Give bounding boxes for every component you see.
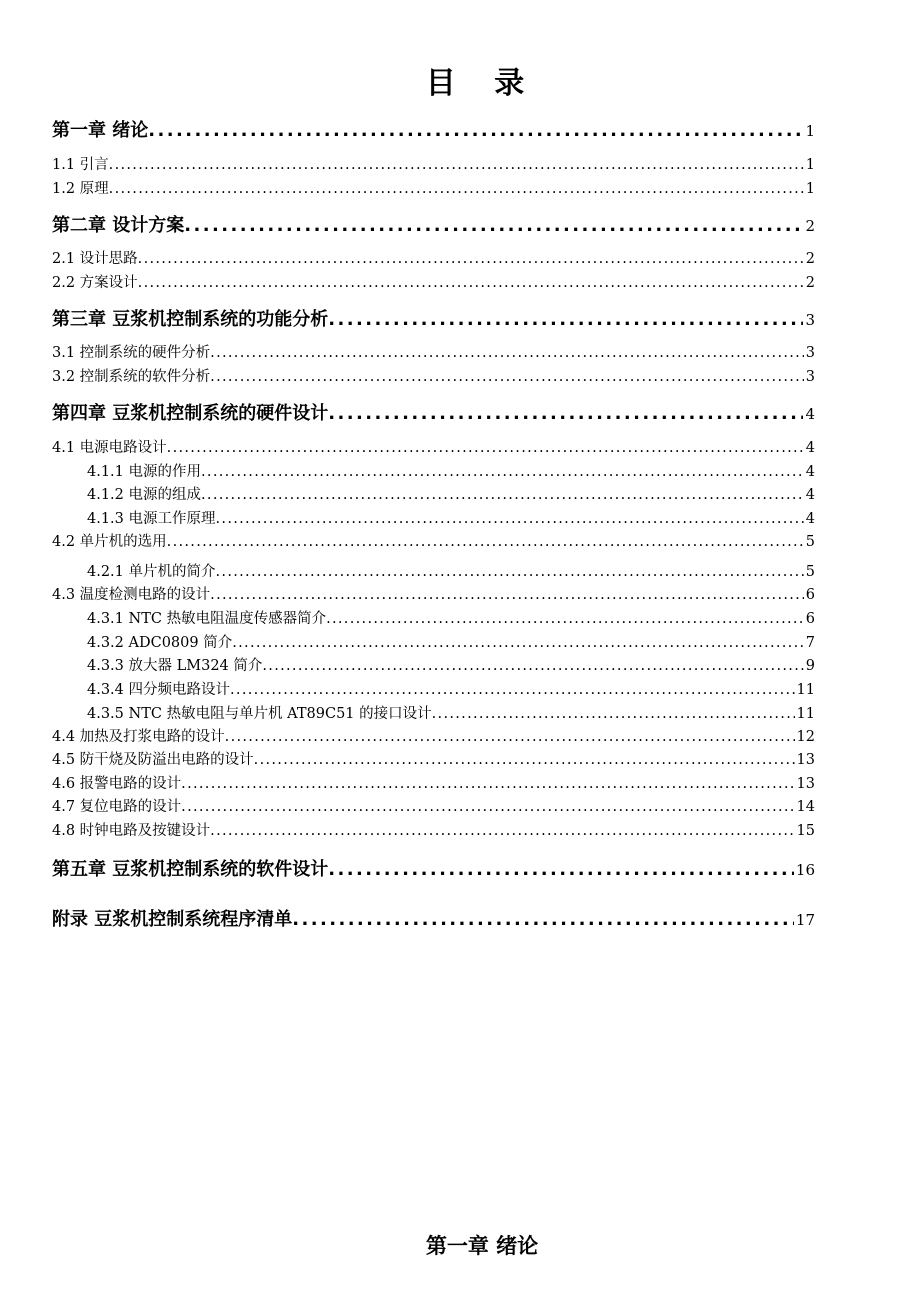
toc-entry-page: 3 (805, 369, 815, 385)
toc-entry-label: 4.2 单片机的选用 (52, 534, 167, 550)
toc-entry-page: 5 (805, 564, 815, 580)
toc-entry[interactable] (52, 855, 815, 881)
toc-leader-dots (328, 403, 803, 424)
toc-entry-page: 4 (805, 405, 815, 423)
toc-entry-page: 7 (805, 635, 815, 651)
toc-entry[interactable] (52, 399, 815, 425)
toc-entry-page: 16 (795, 861, 815, 879)
toc-leader-dots (210, 587, 804, 603)
toc-entry-page: 2 (805, 217, 815, 235)
toc-leader-dots (148, 120, 803, 141)
toc-leader-dots (167, 440, 804, 456)
toc-leader-dots (216, 564, 804, 580)
toc-leader-dots (138, 251, 804, 267)
toc-entry-label: 4.6 报警电路的设计 (52, 776, 182, 792)
toc-entry-label: 第四章 豆浆机控制系统的硬件设计 (52, 403, 329, 424)
toc-leader-dots (109, 181, 804, 197)
toc-entry-page: 4 (805, 464, 815, 480)
toc-entry-page: 17 (795, 911, 815, 929)
toc-entry[interactable] (87, 631, 815, 652)
toc-leader-dots (210, 369, 804, 385)
toc-leader-dots (232, 635, 804, 651)
toc-entry-label: 4.1.1 电源的作用 (87, 464, 202, 480)
toc-entry[interactable] (87, 483, 815, 504)
toc-entry-label: 第二章 设计方案 (52, 215, 185, 236)
toc-entry-label: 4.3.1 NTC 热敏电阻温度传感器简介 (87, 611, 327, 627)
toc-entry[interactable] (52, 748, 815, 769)
toc-entry-label: 4.3.3 放大器 LM324 简介 (87, 658, 263, 674)
toc-entry[interactable] (52, 116, 815, 142)
toc-entry-label: 4.3.4 四分频电路设计 (87, 682, 231, 698)
toc-entry-page: 15 (796, 823, 815, 839)
toc-entry-label: 4.8 时钟电路及按键设计 (52, 823, 211, 839)
toc-entry[interactable] (52, 177, 815, 198)
toc-entry-page: 9 (805, 658, 815, 674)
toc-leader-dots (230, 682, 795, 698)
toc-leader-dots (138, 275, 804, 291)
toc-entry[interactable] (87, 678, 815, 699)
toc-entry-label: 第五章 豆浆机控制系统的软件设计 (52, 859, 329, 880)
toc-entry-label: 3.2 控制系统的软件分析 (52, 369, 211, 385)
toc-leader-dots (262, 658, 803, 674)
toc-leader-dots (432, 706, 795, 722)
toc-entry-label: 4.2.1 单片机的简介 (87, 564, 216, 580)
toc-leader-dots (254, 752, 795, 768)
toc-entry[interactable] (87, 607, 815, 628)
toc-leader-dots (181, 776, 794, 792)
toc-leader-dots (109, 157, 804, 173)
toc-entry[interactable] (87, 702, 815, 723)
toc-leader-dots (201, 464, 804, 480)
toc-entry-page: 4 (805, 440, 815, 456)
toc-entry-page: 4 (805, 487, 815, 503)
toc-entry-label: 1.2 原理 (52, 181, 109, 197)
toc-entry[interactable] (52, 247, 815, 268)
toc-leader-dots (216, 511, 804, 527)
toc-entry-page: 1 (805, 181, 815, 197)
toc-leader-dots (328, 859, 794, 880)
toc-leader-dots (210, 345, 804, 361)
toc-entry[interactable] (52, 365, 815, 386)
toc-entry-page: 12 (796, 729, 815, 745)
toc-entry-page: 2 (805, 251, 815, 267)
toc-entry-label: 2.1 设计思路 (52, 251, 138, 267)
toc-entry-label: 4.3.2 ADC0809 简介 (87, 635, 233, 651)
toc-entry-page: 11 (796, 682, 815, 698)
toc-entry-label: 4.1.3 电源工作原理 (87, 511, 216, 527)
toc-entry[interactable] (87, 560, 815, 581)
toc-leader-dots (292, 909, 794, 930)
toc-entry-page: 4 (805, 511, 815, 527)
toc-entry-label: 4.1.2 电源的组成 (87, 487, 202, 503)
toc-entry-label: 1.1 引言 (52, 157, 109, 173)
toc-entry[interactable] (52, 530, 815, 551)
toc-entry-label: 4.3 温度检测电路的设计 (52, 587, 211, 603)
toc-entry-page: 13 (796, 776, 815, 792)
toc-title: 目 录 (425, 66, 539, 101)
toc-entry-label: 附录 豆浆机控制系统程序清单 (52, 909, 293, 930)
toc-entry-page: 2 (805, 275, 815, 291)
toc-entry[interactable] (52, 795, 815, 816)
toc-entry[interactable] (52, 271, 815, 292)
toc-leader-dots (167, 534, 804, 550)
toc-entry-page: 3 (805, 311, 815, 329)
toc-entry-page: 14 (796, 799, 815, 815)
toc-leader-dots (328, 309, 803, 330)
toc-entry[interactable] (52, 583, 815, 604)
toc-leader-dots (210, 823, 794, 839)
toc-leader-dots (225, 729, 795, 745)
toc-entry[interactable] (52, 153, 815, 174)
toc-entry[interactable] (52, 211, 815, 237)
toc-entry-page: 11 (796, 706, 815, 722)
toc-entry[interactable] (52, 305, 815, 331)
toc-entry[interactable] (52, 725, 815, 746)
toc-entry[interactable] (52, 905, 815, 931)
toc-entry-label: 4.4 加热及打浆电路的设计 (52, 729, 225, 745)
toc-entry-label: 第一章 绪论 (52, 120, 149, 141)
toc-entry-label: 4.5 防干烧及防溢出电路的设计 (52, 752, 254, 768)
toc-entry-page: 1 (805, 122, 815, 140)
toc-entry-label: 第三章 豆浆机控制系统的功能分析 (52, 309, 329, 330)
toc-entry-label: 2.2 方案设计 (52, 275, 138, 291)
toc-entry-page: 3 (805, 345, 815, 361)
toc-entry[interactable] (52, 341, 815, 362)
toc-entry[interactable] (87, 460, 815, 481)
toc-entry[interactable] (52, 819, 815, 840)
toc-entry-page: 6 (805, 587, 815, 603)
toc-entry[interactable] (52, 772, 815, 793)
toc-entry-label: 4.7 复位电路的设计 (52, 799, 182, 815)
toc-leader-dots (326, 611, 804, 627)
toc-leader-dots (201, 487, 804, 503)
toc-entry-label: 4.1 电源电路设计 (52, 440, 167, 456)
chapter-one-heading: 第一章 绪论 (425, 1234, 539, 1258)
toc-entry-page: 13 (796, 752, 815, 768)
toc-entry-label: 3.1 控制系统的硬件分析 (52, 345, 211, 361)
toc-entry[interactable] (52, 436, 815, 457)
toc-entry[interactable] (87, 654, 815, 675)
toc-leader-dots (181, 799, 794, 815)
toc-entry-label: 4.3.5 NTC 热敏电阻与单片机 AT89C51 的接口设计 (87, 706, 432, 722)
toc-entry-page: 1 (805, 157, 815, 173)
toc-entry[interactable] (87, 507, 815, 528)
toc-entry-page: 6 (805, 611, 815, 627)
toc-entry-page: 5 (805, 534, 815, 550)
toc-leader-dots (184, 215, 803, 236)
